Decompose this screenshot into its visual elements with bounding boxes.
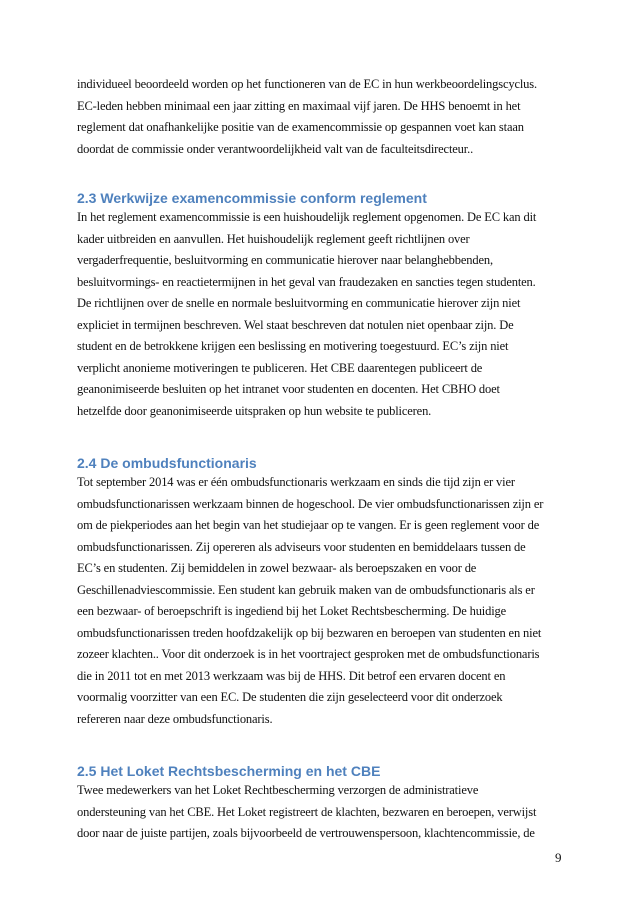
paragraph-line: individueel beoordeeld worden op het functioneren van de EC in hun werkbeoordelingscyclus.	[77, 77, 537, 91]
paragraph-line: die in 2011 tot en met 2013 werkzaam was bij de HHS. Dit betrof een ervaren docent en	[77, 668, 506, 683]
paragraph-line: ombudsfunctionarissen werkzaam binnen de hogeschool. De vier ombudsfunctionarissen zijn er	[77, 496, 544, 511]
paragraph-line: Twee medewerkers van het Loket Rechtbescherming verzorgen de administratieve	[77, 783, 479, 797]
section-2-5-paragraph	[77, 780, 577, 845]
section-heading-2-3: 2.3 Werkwijze examencommissie conform reglement	[77, 190, 427, 206]
page-number: 9	[555, 850, 562, 865]
section-2-3-paragraph	[77, 207, 577, 422]
paragraph-line: om de piekperiodes aan het begin van het studiejaar op te vangen. Er is geen reglement voor de	[77, 518, 540, 532]
section-2-4-paragraph	[77, 472, 577, 730]
paragraph-line: student en de betrokkene krijgen een beslissing en motivering toegestuurd. EC’s zijn niet	[77, 339, 509, 353]
paragraph-line: ombudsfunctionarissen treden hoofdzakelijk op bij bezwaren en beroepen van studenten en niet	[77, 625, 542, 640]
paragraph-line: een bezwaar- of beroepschrift is ingediend bij het Loket Rechtsbescherming. De huidige	[77, 604, 507, 618]
paragraph-line: voormalig voorzitter van een EC. De studenten die zijn geselecteerd voor dit onderzoek	[77, 690, 503, 704]
intro-paragraph	[77, 74, 577, 160]
section-heading-2-4: 2.4 De ombudsfunctionaris	[77, 455, 257, 471]
paragraph-line: besluitvormings- en reactietermijnen in het geval van fraudezaken en sancties tegen studenten.	[77, 274, 536, 289]
paragraph-line: reglement dat onafhankelijke positie van de examencommissie op gespannen voet kan staan	[77, 120, 524, 134]
paragraph-line: vergaderfrequentie, besluitvorming en communicatie hierover naar belanghebbenden,	[77, 253, 493, 267]
paragraph-line: expliciet in termijnen beschreven. Wel staat beschreven dat notulen niet openbaar zijn. De	[77, 317, 514, 332]
paragraph-line: Tot september 2014 was er één ombudsfunctionaris werkzaam en sinds die tijd zijn er vier	[77, 475, 515, 489]
paragraph-line: De richtlijnen over de snelle en normale besluitvorming en communicatie hierover zijn niet	[77, 296, 521, 310]
paragraph-line: ondersteuning van het CBE. Het Loket registreert de klachten, bezwaren en beroepen, verwijst	[77, 804, 537, 819]
paragraph-line: Geschillenadviescommissie. Een student kan gebruik maken van de ombudsfunctionaris als er	[77, 582, 535, 597]
paragraph-line: EC-leden hebben minimaal een jaar zitting en maximaal vijf jaren. De HHS benoemt in het	[77, 98, 521, 113]
paragraph-line: verplicht anonieme motiveringen te publiceren. Het CBE daarentegen publiceert de	[77, 360, 483, 375]
paragraph-line: geanonimiseerde besluiten op het intranet voor studenten en docenten. Het CBHO doet	[77, 382, 500, 396]
paragraph-line: hetzelfde door geanonimiseerde uitspraken op hun website te publiceren.	[77, 403, 432, 418]
paragraph-line: doordat de commissie onder verantwoordelijkheid valt van de faculteitsdirecteur..	[77, 141, 474, 156]
paragraph-line: zozeer klachten.. Voor dit onderzoek is in het voortraject gesproken met de ombudsfunctionaris	[77, 647, 540, 661]
section-heading-2-5: 2.5 Het Loket Rechtsbescherming en het CBE	[77, 763, 381, 779]
paragraph-line: door naar de juiste partijen, zoals bijvoorbeeld de vertrouwenspersoon, klachtencommissie, de	[77, 826, 535, 840]
paragraph-line: refereren naar deze ombudsfunctionaris.	[77, 711, 273, 726]
paragraph-line: EC’s en studenten. Zij bemiddelen in zowel bezwaar- als beroepszaken en voor de	[77, 561, 477, 575]
document-page	[77, 74, 577, 845]
paragraph-line: In het reglement examencommissie is een huishoudelijk reglement opgenomen. De EC kan dit	[77, 210, 537, 224]
paragraph-line: ombudsfunctionarissen. Zij opereren als adviseurs voor studenten en bemiddelaars tussen de	[77, 539, 526, 554]
paragraph-line: kader uitbreiden en aanvullen. Het huishoudelijk reglement geeft richtlijnen over	[77, 231, 470, 246]
